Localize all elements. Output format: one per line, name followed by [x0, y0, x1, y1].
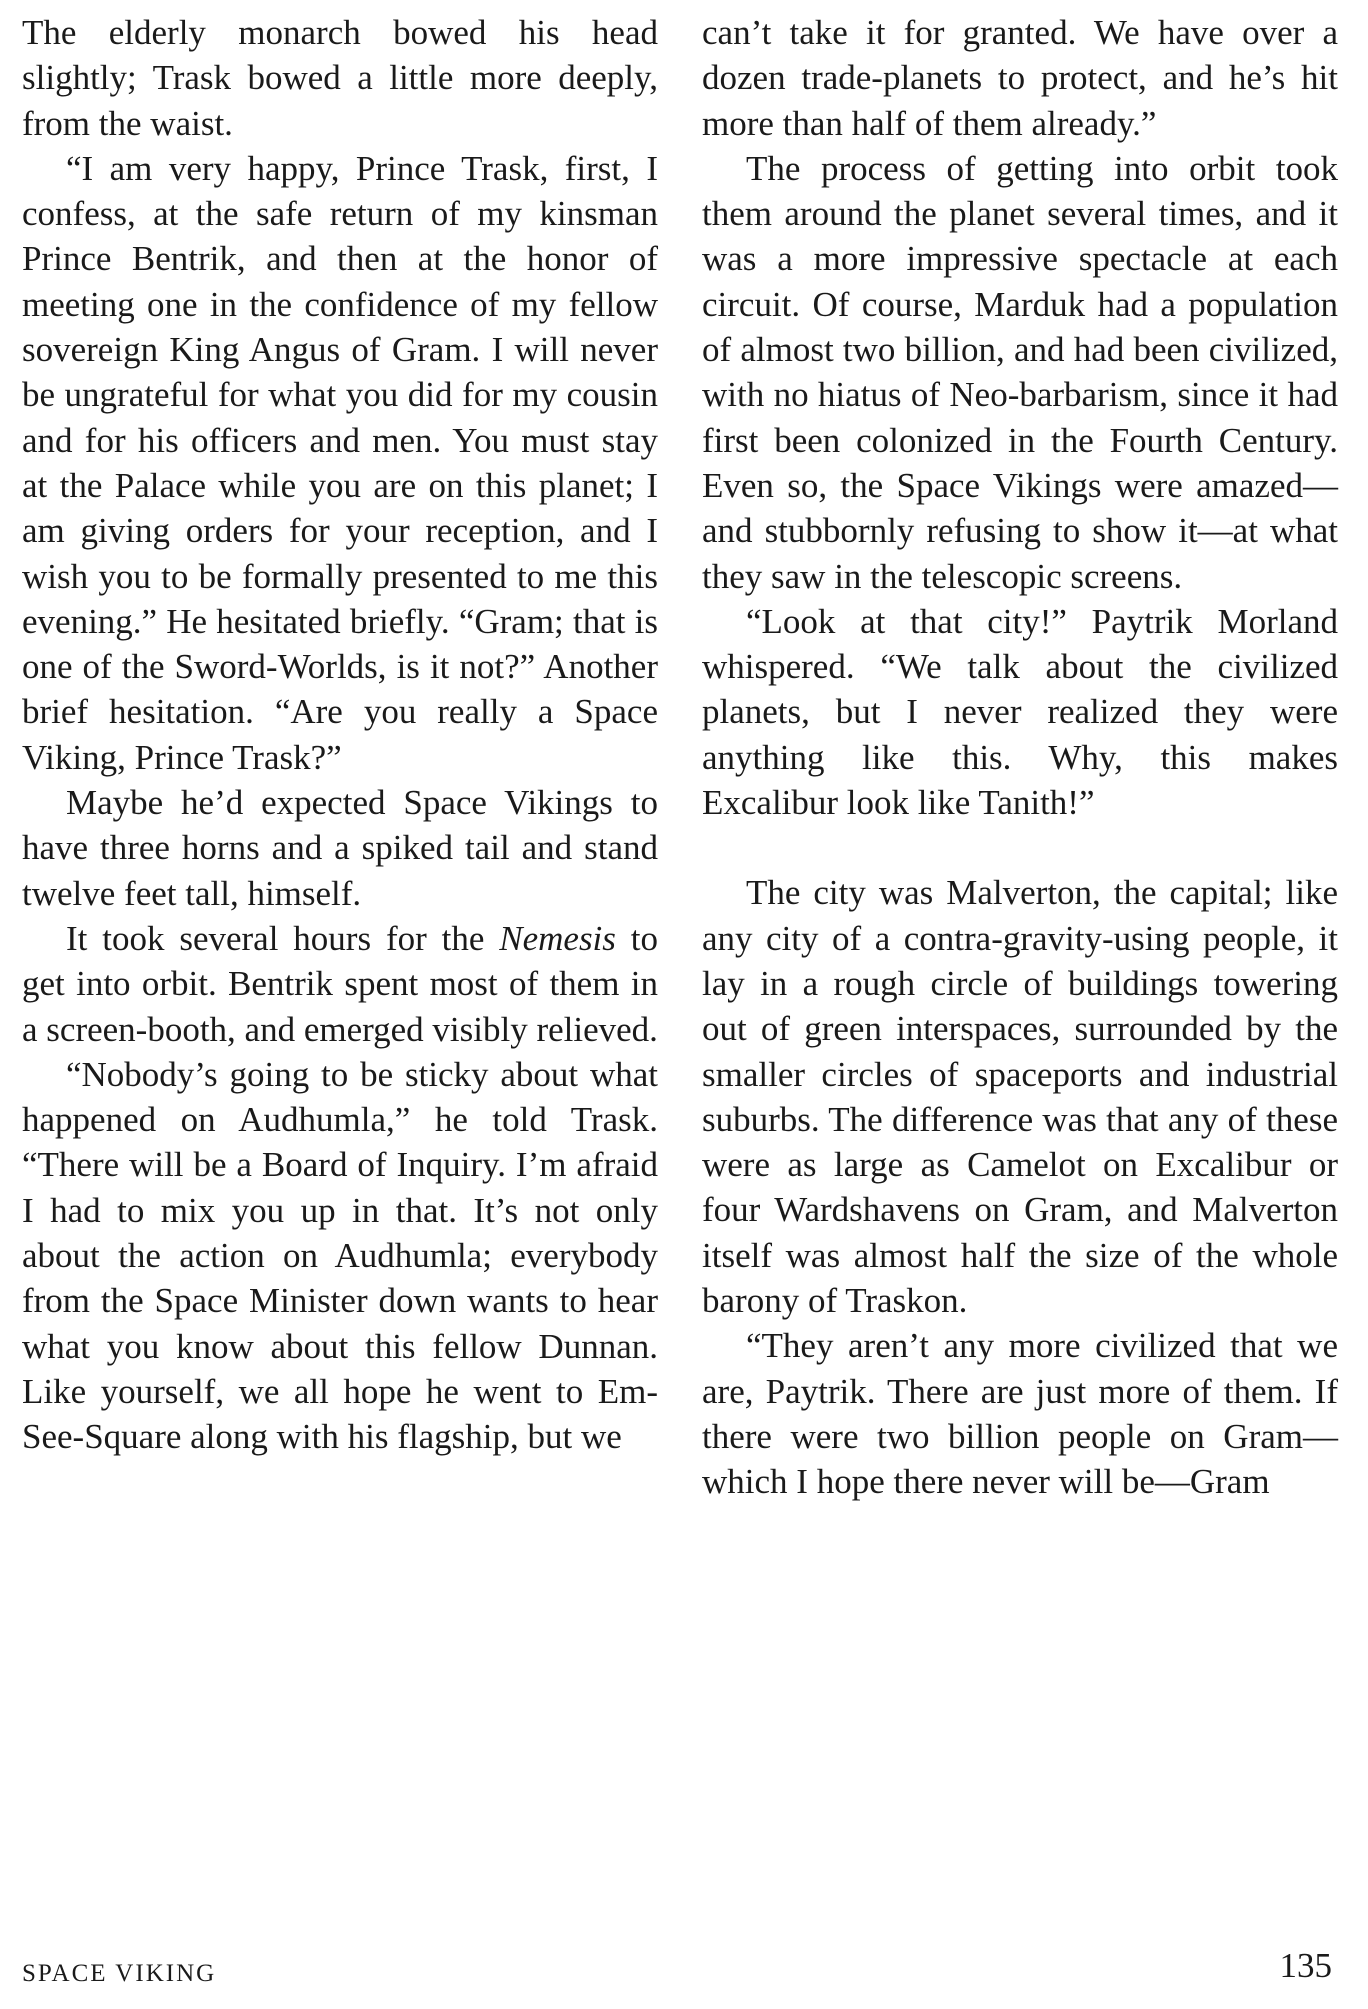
paragraph: “I am very happy, Prince Trask, first, I confess, at the safe return of my kinsman Prince Bentrik, and then at the honor of meeting one in the confidence of my fellow sovereign King Angus of Gram. I will never be ungrateful for what you did for my cousin and for his officers and men. You must stay at the Palace while you are on this planet; I am giving orders for your reception, and I wish you to be formally presented to me this evening.” He hesitated briefly. “Gram; that is one of the Sword-Worlds, is it not?” Another brief hesitation. “Are you really a Space Viking, Prince Trask?”	[22, 148, 658, 777]
paragraph: “Nobody’s going to be sticky about what happened on Audhumla,” he told Trask. “There will be a Board of Inquiry. I’m afraid I had to mix you up in that. It’s not only about the action on Audhumla; everybody from the Space Minister down wants to hear what you know about this fellow Dunnan. Like yourself, we all hope he went to Em-See-Square along with his flagship, but we	[22, 1054, 658, 1457]
paragraph: can’t take it for granted. We have over a dozen trade-planets to protect, and he’s hit more than half of them already.”	[702, 13, 1338, 143]
paragraph	[22, 916, 658, 1052]
text-run: It took several hours for the	[66, 918, 500, 958]
running-title: SPACE VIKING	[22, 1960, 217, 1987]
text-run: to get into orbit. Bentrik spent most of them in a screen-booth, and emerged visibly relieved.	[22, 918, 658, 1049]
paragraph: The process of getting into orbit took them around the planet several times, and it was a more impressive spectacle at each circuit. Of course, Marduk had a population of almost two billion, and had been civilized, with no hiatus of Neo-barbarism, since it had first been colonized in the Fourth Century. Even so, the Space Vikings were amazed—and stubbornly refusing to show it—at what they saw in the telescopic screens.	[702, 148, 1338, 596]
page-number: 135	[1279, 1946, 1332, 1985]
paragraph: “Look at that city!” Paytrik Morland whispered. “We talk about the civilized planets, but I never realized they were anything like this. Why, this makes Excalibur look like Tanith!”	[702, 601, 1338, 823]
paragraph: “They aren’t any more civilized that we are, Paytrik. There are just more of them. If there were two billion people on Gram—which I hope there never will be—Gram	[702, 1326, 1338, 1502]
left-text-column	[22, 10, 658, 1460]
right-text-column	[702, 10, 1338, 1505]
paragraph: The elderly monarch bowed his head slightly; Trask bowed a little more deeply, from the waist.	[22, 13, 658, 143]
ship-name: Nemesis	[499, 918, 616, 958]
paragraph: The city was Malverton, the capital; like any city of a contra-gravity-using people, it lay in a rough circle of buildings towering out of green interspaces, surrounded by the smaller circles of spaceports and industrial suburbs. The difference was that any of these were as large as Camelot on Excalibur or four Wardshavens on Gram, and Malverton itself was almost half the size of the whole barony of Traskon.	[702, 873, 1338, 1321]
paragraph: Maybe he’d expected Space Vikings to have three horns and a spiked tail and stand twelve feet tall, himself.	[22, 783, 658, 913]
